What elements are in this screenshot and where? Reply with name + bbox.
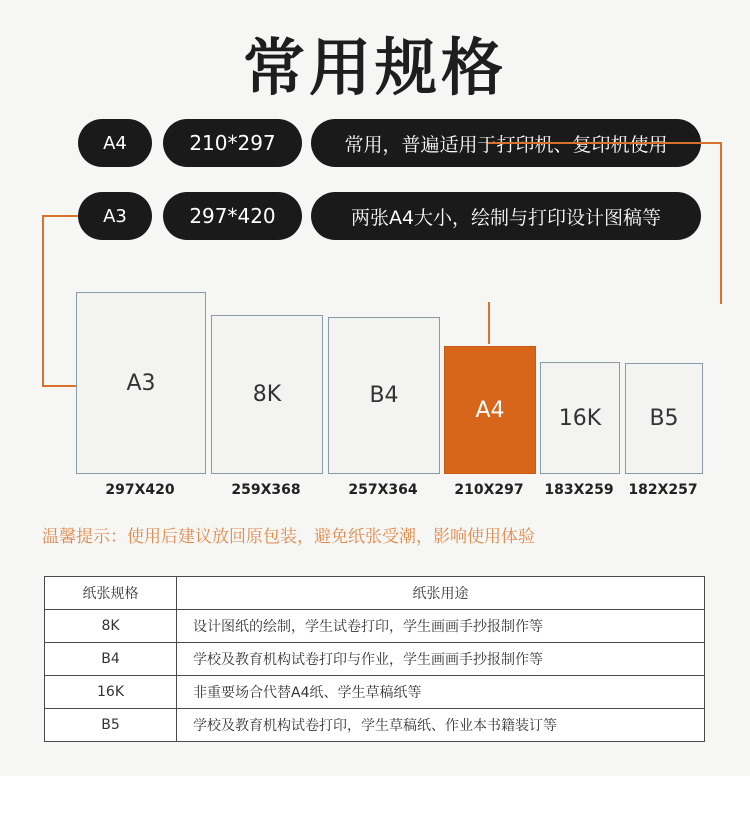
table-cell-usage: 设计图纸的绘制，学生试卷打印，学生画画手抄报制作等	[177, 610, 705, 643]
spec-desc-a4: 常用，普遍适用于打印机、复印机使用	[311, 119, 701, 167]
spec-name-a4: A4	[78, 119, 152, 167]
a4-connector-drop	[488, 302, 490, 344]
table-row	[45, 643, 705, 676]
paper-dims-a4: 210X297	[454, 482, 524, 498]
paper-label: A4	[475, 397, 505, 423]
spec-name-a3: A3	[78, 192, 152, 240]
table-cell-name: 16K	[45, 676, 177, 709]
storage-tip: 温馨提示：使用后建议放回原包装，避免纸张受潮，影响使用体验	[42, 527, 535, 547]
paper-a3	[76, 292, 206, 474]
table-header-spec: 纸张规格	[45, 577, 177, 610]
paper-label: 8K	[252, 382, 282, 407]
paper-dims-b5: 182X257	[628, 482, 698, 498]
paper-16k	[540, 362, 620, 474]
paper-b5	[625, 363, 703, 474]
paper-label: B5	[649, 406, 679, 431]
paper-label: 16K	[558, 405, 602, 431]
spec-size-a3: 297*420	[163, 192, 302, 240]
table-cell-name: 8K	[45, 610, 177, 643]
table-header-row	[45, 577, 705, 610]
table-header-usage: 纸张用途	[177, 577, 705, 610]
paper-dims-b4: 257X364	[348, 482, 418, 498]
table-row	[45, 610, 705, 643]
usage-table	[44, 576, 705, 742]
page-title: 常用规格	[242, 31, 507, 104]
paper-label: A3	[126, 370, 156, 396]
table-cell-name: B5	[45, 709, 177, 742]
paper-b4	[328, 317, 440, 474]
spec-desc-a3: 两张A4大小，绘制与打印设计图稿等	[311, 192, 701, 240]
a3-connector-line	[42, 215, 78, 387]
paper-8k	[211, 315, 323, 474]
table-cell-usage: 学校及教育机构试卷打印，学生草稿纸、作业本书籍装订等	[177, 709, 705, 742]
table-cell-usage: 非重要场合代替A4纸、学生草稿纸等	[177, 676, 705, 709]
table-cell-name: B4	[45, 643, 177, 676]
table-row	[45, 676, 705, 709]
paper-dims-a3: 297X420	[105, 482, 175, 498]
paper-dims-16k: 183X259	[544, 482, 614, 498]
a4-connector-line	[488, 142, 722, 304]
table-row	[45, 709, 705, 742]
spec-size-a4: 210*297	[163, 119, 302, 167]
paper-dims-8k: 259X368	[231, 482, 301, 498]
paper-a4	[444, 346, 536, 474]
paper-label: B4	[369, 383, 399, 408]
table-cell-usage: 学校及教育机构试卷打印与作业，学生画画手抄报制作等	[177, 643, 705, 676]
